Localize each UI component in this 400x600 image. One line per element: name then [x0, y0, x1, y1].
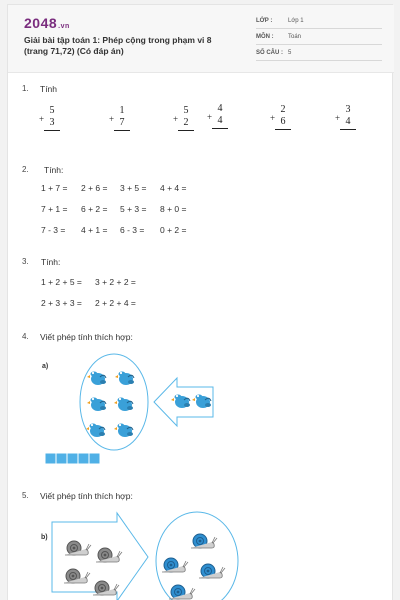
q1-column-addition: 4 + 4 — [212, 104, 228, 129]
worksheet-title: Giải bài tập toán 1: Phép cộng trong phạm vi 8 (trang 71,72) (Có đáp án) — [24, 35, 212, 56]
q2-expression: 5 + 3 = — [120, 204, 147, 214]
q1-column-addition: 3 + 4 — [340, 105, 356, 130]
worksheet-page — [7, 4, 393, 600]
q2-expression: 4 + 1 = — [81, 225, 108, 235]
q1-text: Tính — [40, 84, 58, 94]
q3-expression: 2 + 2 + 4 = — [95, 298, 136, 308]
q4-sub-label: a) — [42, 363, 49, 370]
q2-expression: 3 + 5 = — [120, 183, 147, 193]
q3-number: 3. — [22, 257, 29, 266]
illustrations — [8, 5, 394, 600]
q3-expression: 1 + 2 + 5 = — [41, 277, 82, 287]
q2-expression: 6 - 3 = — [120, 225, 145, 235]
q1-column-addition: 5 + 2 — [178, 106, 194, 131]
meta-question-count: SỐ CÂU : 5 — [256, 47, 382, 61]
meta-subject: MÔN : Toán — [256, 31, 382, 45]
q5-number: 5. — [22, 491, 29, 500]
q4-text: Viết phép tính thích hợp: — [40, 332, 133, 342]
q3-text: Tính: — [41, 257, 61, 267]
q5-sub-label: b) — [41, 534, 48, 541]
q1-column-addition: 5 + 3 — [44, 106, 60, 131]
q2-expression: 7 + 1 = — [41, 204, 68, 214]
site-logo[interactable]: 2048.vn — [24, 15, 70, 31]
q1-column-addition: 1 + 7 — [114, 106, 130, 131]
q1-number: 1. — [22, 84, 29, 93]
q2-expression: 8 + 0 = — [160, 204, 187, 214]
q2-text: Tính: — [44, 165, 64, 175]
q2-expression: 7 - 3 = — [41, 225, 66, 235]
meta-class: LỚP : Lớp 1 — [256, 15, 382, 29]
q2-number: 2. — [22, 165, 29, 174]
q2-expression: 0 + 2 = — [160, 225, 187, 235]
q2-expression: 2 + 6 = — [81, 183, 108, 193]
q1-column-addition: 2 + 6 — [275, 105, 291, 130]
q5-text: Viết phép tính thích hợp: — [40, 491, 133, 501]
q2-expression: 6 + 2 = — [81, 204, 108, 214]
q3-expression: 2 + 3 + 3 = — [41, 298, 82, 308]
q2-expression: 1 + 7 = — [41, 183, 68, 193]
q4-answer-boxes — [45, 453, 100, 464]
q3-expression: 3 + 2 + 2 = — [95, 277, 136, 287]
q4-number: 4. — [22, 332, 29, 341]
q2-expression: 4 + 4 = — [160, 183, 187, 193]
